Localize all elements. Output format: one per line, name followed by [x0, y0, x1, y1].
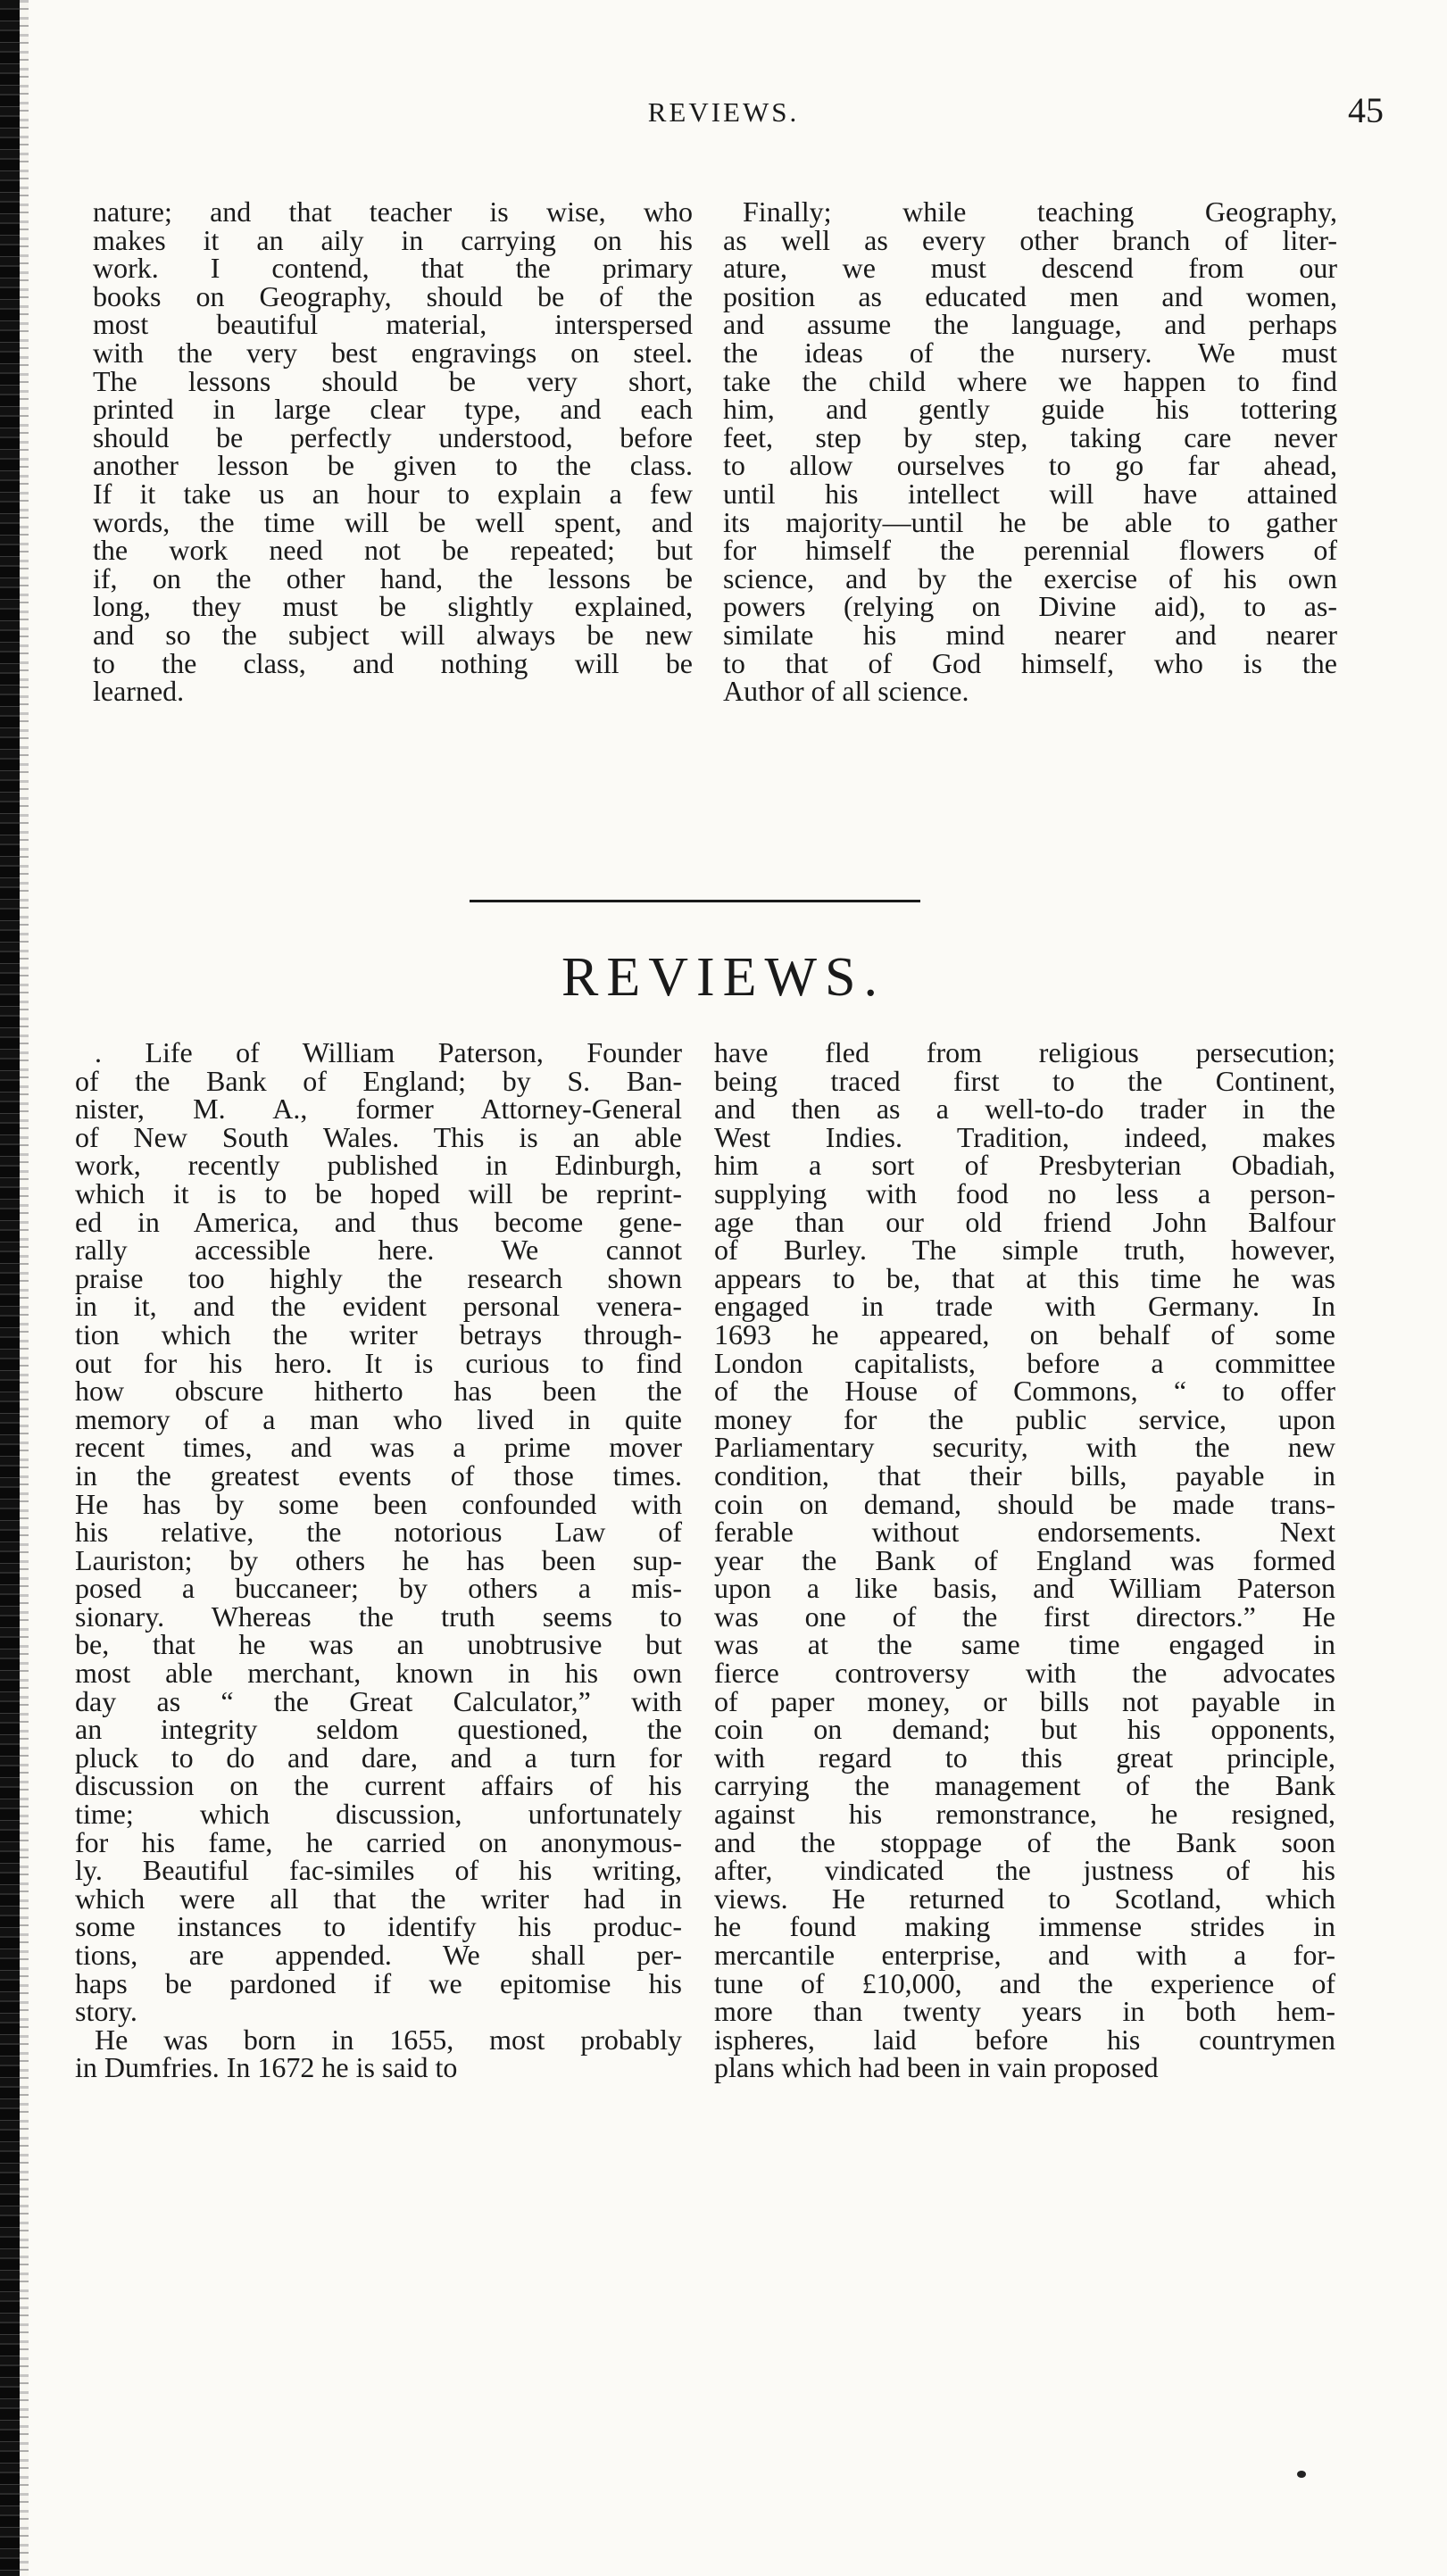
page-number: 45	[1348, 90, 1384, 130]
text-line: sionary. Whereas the truth seems to	[75, 1600, 682, 1633]
text-line: memory of a man who lived in quite	[75, 1402, 682, 1435]
text-line: plans which had been in vain proposed	[714, 2051, 1159, 2084]
text-line: work. I contend, that the primary	[93, 252, 693, 285]
text-line: which it is to be hoped will be reprint-	[75, 1176, 682, 1209]
text-line: views. He returned to Scotland, which	[714, 1882, 1335, 1915]
review-column-right	[714, 1036, 1335, 2084]
text-line: until his intellect will have attained	[723, 477, 1337, 510]
text-line: for himself the perennial flowers of	[723, 534, 1337, 567]
text-line: tune of £10,000, and the experience of	[714, 1966, 1335, 1999]
binding-edge	[20, 0, 29, 2576]
essay-column-right	[723, 195, 1337, 708]
text-line: its majority—until he be able to gather	[723, 505, 1337, 538]
text-line: If it take us an hour to explain a few	[93, 477, 693, 510]
text-line: in it, and the evident personal venera-	[75, 1290, 682, 1323]
text-line: take the child where we happen to find	[723, 364, 1337, 397]
text-line: words, the time will be well spent, and	[93, 505, 693, 538]
text-line: discussion on the current affairs of his	[75, 1769, 682, 1802]
text-line: of Burley. The simple truth, however,	[714, 1234, 1335, 1267]
text-line: science, and by the exercise of his own	[723, 561, 1337, 594]
text-line: of New South Wales. This is an able	[75, 1120, 682, 1153]
text-line: recent times, and was a prime mover	[75, 1431, 682, 1464]
text-line: him a sort of Presbyterian Obadiah,	[714, 1149, 1335, 1182]
text-line: and assume the language, and perhaps	[723, 308, 1337, 341]
text-line: after, vindicated the justness of his	[714, 1854, 1335, 1887]
text-line: Finally; while teaching Geography,	[743, 195, 1337, 228]
text-line: story.	[75, 1995, 137, 2028]
text-line: be, that he was an unobtrusive but	[75, 1628, 682, 1661]
text-line: haps be pardoned if we epitomise his	[75, 1966, 682, 1999]
ink-mark	[1297, 2471, 1306, 2478]
text-line: an integrity seldom questioned, the	[75, 1713, 682, 1746]
text-line: fierce controversy with the advocates	[714, 1657, 1335, 1690]
text-line: posed a buccaneer; by others a mis-	[75, 1572, 682, 1605]
text-line: nature; and that teacher is wise, who	[93, 195, 693, 228]
text-line: should be perfectly understood, before	[93, 420, 693, 453]
text-line: being traced first to the Continent,	[714, 1064, 1335, 1097]
text-line: more than twenty years in both hem-	[714, 1995, 1335, 2028]
text-line: the work need not be repeated; but	[93, 534, 693, 567]
text-line: supplying with food no less a person-	[714, 1176, 1335, 1209]
text-line: ferable without endorsements. Next	[714, 1516, 1335, 1549]
text-line: feet, step by step, taking care never	[723, 420, 1337, 453]
text-line: pluck to do and dare, and a turn for	[75, 1741, 682, 1774]
text-line: Parliamentary security, with the new	[714, 1431, 1335, 1464]
text-line: learned.	[93, 675, 185, 708]
text-line: mercantile enterprise, and with a for-	[714, 1939, 1335, 1971]
text-line: day as “ the Great Calculator,” with	[75, 1684, 682, 1717]
text-line: of the House of Commons, “ to offer	[714, 1375, 1335, 1408]
text-line: and so the subject will always be new	[93, 618, 693, 651]
text-line: have fled from religious persecution;	[714, 1036, 1335, 1068]
text-line: ly. Beautiful fac-similes of his writing,	[75, 1854, 682, 1887]
text-line: of paper money, or bills not payable in	[714, 1684, 1335, 1717]
text-line: his relative, the notorious Law of	[75, 1516, 682, 1549]
text-line: makes it an aily in carrying on his	[93, 223, 693, 256]
text-line: praise too highly the research shown	[75, 1261, 682, 1294]
text-line: ispheres, laid before his countrymen	[714, 2023, 1335, 2056]
text-line: engaged in trade with Germany. In	[714, 1290, 1335, 1323]
text-line: how obscure hitherto has been the	[75, 1375, 682, 1408]
text-line: some instances to identify his produc-	[75, 1910, 682, 1943]
text-line: books on Geography, should be of the	[93, 279, 693, 312]
text-line: if, on the other hand, the lessons be	[93, 561, 693, 594]
text-line: with regard to this great principle,	[714, 1741, 1335, 1774]
section-divider	[470, 900, 920, 902]
text-line: coin on demand, should be made trans-	[714, 1487, 1335, 1520]
text-line: condition, that their bills, payable in	[714, 1458, 1335, 1492]
text-line: for his fame, he carried on anonymous-	[75, 1825, 682, 1858]
text-line: and then as a well-to-do trader in the	[714, 1093, 1335, 1126]
text-line: carrying the management of the Bank	[714, 1769, 1335, 1802]
text-line: He has by some been confounded with	[75, 1487, 682, 1520]
text-line: powers (relying on Divine aid), to as-	[723, 590, 1337, 623]
text-line: Author of all science.	[723, 675, 969, 708]
text-line: ed in America, and thus become gene-	[75, 1205, 682, 1238]
text-line: him, and gently guide his tottering	[723, 393, 1337, 426]
text-line: most able merchant, known in his own	[75, 1657, 682, 1690]
text-line: to allow ourselves to go far ahead,	[723, 449, 1337, 482]
text-line: with the very best engravings on steel.	[93, 336, 693, 369]
text-line: . Life of William Paterson, Founder	[95, 1036, 682, 1068]
text-line: 1693 he appeared, on behalf of some	[714, 1317, 1335, 1350]
text-line: most beautiful material, interspersed	[93, 308, 693, 341]
text-line: of the Bank of England; by S. Ban-	[75, 1064, 682, 1097]
text-line: time; which discussion, unfortunately	[75, 1798, 682, 1831]
text-line: year the Bank of England was formed	[714, 1543, 1335, 1576]
text-line: work, recently published in Edinburgh,	[75, 1149, 682, 1182]
text-line: He was born in 1655, most probably	[95, 2023, 682, 2056]
text-line: to the class, and nothing will be	[93, 646, 693, 679]
text-line: out for his hero. It is curious to find	[75, 1346, 682, 1379]
text-line: tion which the writer betrays through-	[75, 1317, 682, 1350]
text-line: in the greatest events of those times.	[75, 1458, 682, 1492]
text-line: and the stoppage of the Bank soon	[714, 1825, 1335, 1858]
text-line: in Dumfries. In 1672 he is said to	[75, 2051, 458, 2084]
text-line: upon a like basis, and William Paterson	[714, 1572, 1335, 1605]
text-line: nister, M. A., former Attorney-General	[75, 1093, 682, 1126]
text-line: The lessons should be very short,	[93, 364, 693, 397]
text-line: position as educated men and women,	[723, 279, 1337, 312]
text-line: age than our old friend John Balfour	[714, 1205, 1335, 1238]
text-line: which were all that the writer had in	[75, 1882, 682, 1915]
text-line: similate his mind nearer and nearer	[723, 618, 1337, 651]
text-line: to that of God himself, who is the	[723, 646, 1337, 679]
text-line: he found making immense strides in	[714, 1910, 1335, 1943]
text-line: tions, are appended. We shall per-	[75, 1939, 682, 1971]
text-line: was one of the first directors.” He	[714, 1600, 1335, 1633]
text-line: rally accessible here. We cannot	[75, 1234, 682, 1267]
text-line: was at the same time engaged in	[714, 1628, 1335, 1661]
text-line: the ideas of the nursery. We must	[723, 336, 1337, 369]
section-title: REVIEWS.	[561, 947, 886, 1008]
text-line: against his remonstrance, he resigned,	[714, 1798, 1335, 1831]
review-column-left	[75, 1036, 682, 2084]
text-line: appears to be, that at this time he was	[714, 1261, 1335, 1294]
text-line: another lesson be given to the class.	[93, 449, 693, 482]
text-line: printed in large clear type, and each	[93, 393, 693, 426]
text-line: money for the public service, upon	[714, 1402, 1335, 1435]
book-spine-shadow	[0, 0, 20, 2576]
essay-column-left	[93, 195, 693, 708]
running-head: REVIEWS.	[647, 96, 800, 128]
text-line: as well as every other branch of liter-	[723, 223, 1337, 256]
text-line: Lauriston; by others he has been sup-	[75, 1543, 682, 1576]
text-line: ature, we must descend from our	[723, 252, 1337, 285]
text-line: long, they must be slightly explained,	[93, 590, 693, 623]
text-line: coin on demand; but his opponents,	[714, 1713, 1335, 1746]
text-line: London capitalists, before a committee	[714, 1346, 1335, 1379]
text-line: West Indies. Tradition, indeed, makes	[714, 1120, 1335, 1153]
